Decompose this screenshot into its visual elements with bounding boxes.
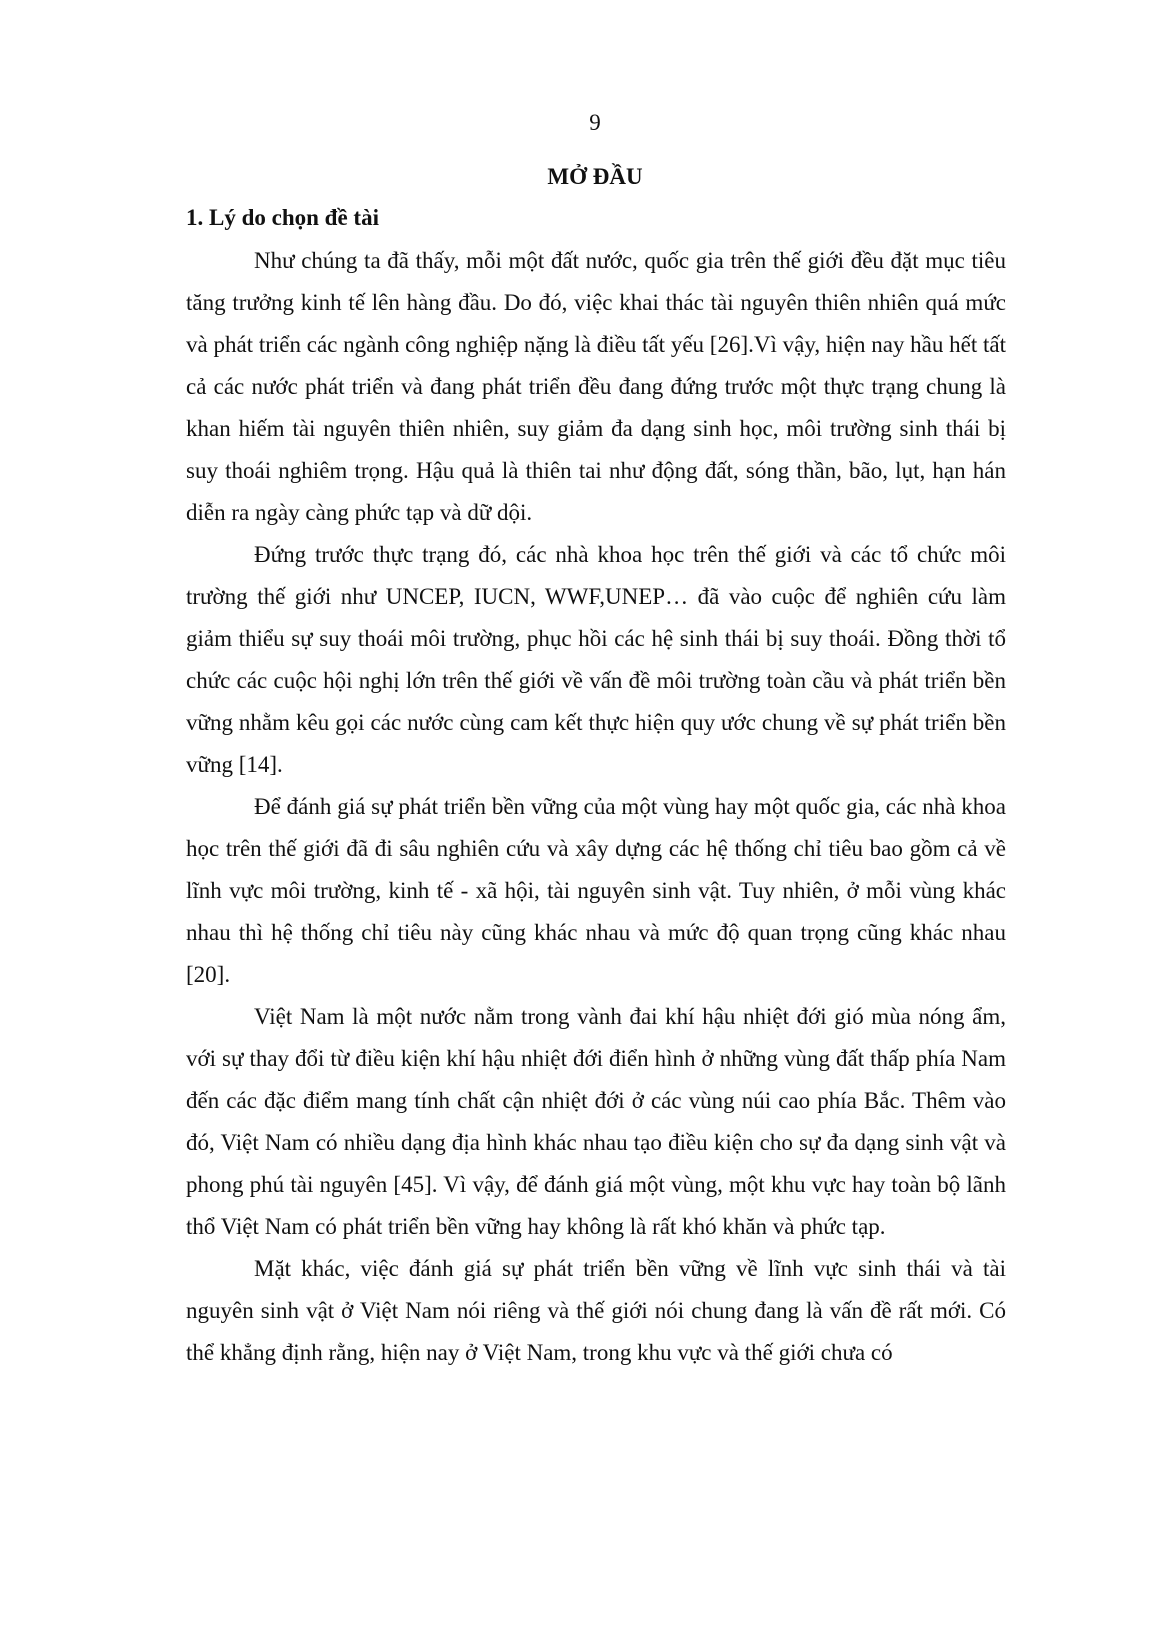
paragraph-2: Đứng trước thực trạng đó, các nhà khoa học trên thế giới và các tổ chức môi trường thế giới như UNCEP, IUCN, WWF,UNEP… đã vào cuộc để nghiên cứu làm giảm thiểu sự suy thoái môi trường, phục hồi các hệ sinh thái bị suy thoái. Đồng thời tổ chức các cuộc hội nghị lớn trên thế giới về vấn đề môi trường toàn cầu và phát triển bền vững nhằm kêu gọi các nước cùng cam kết thực hiện quy ước chung về sự phát triển bền vững [14]. bbox=[186, 542, 1006, 777]
chapter-title: MỞ ĐẦU bbox=[547, 164, 643, 189]
paragraph-4: Việt Nam là một nước nằm trong vành đai khí hậu nhiệt đới gió mùa nóng ẩm, với sự thay đổi từ điều kiện khí hậu nhiệt đới điển hình ở những vùng đất thấp phía Nam đến các đặc điểm mang tính chất cận nhiệt đới ở các vùng núi cao phía Bắc. Thêm vào đó, Việt Nam có nhiều dạng địa hình khác nhau tạo điều kiện cho sự đa dạng sinh vật và phong phú tài nguyên [45]. Vì vậy, để đánh giá một vùng, một khu vực hay toàn bộ lãnh thổ Việt Nam có phát triển bền vững hay không là rất khó khăn và phức tạp. bbox=[186, 1004, 1006, 1239]
body-text bbox=[186, 240, 1006, 1374]
page-number: 9 bbox=[589, 110, 601, 135]
paragraph-5: Mặt khác, việc đánh giá sự phát triển bền vững về lĩnh vực sinh thái và tài nguyên sinh vật ở Việt Nam nói riêng và thế giới nói chung đang là vấn đề rất mới. Có thể khẳng định rằng, hiện nay ở Việt Nam, trong khu vực và thế giới chưa có bbox=[186, 1256, 1006, 1365]
paragraph-1: Như chúng ta đã thấy, mỗi một đất nước, quốc gia trên thế giới đều đặt mục tiêu tăng trưởng kinh tế lên hàng đầu. Do đó, việc khai thác tài nguyên thiên nhiên quá mức và phát triển các ngành công nghiệp nặng là điều tất yếu [26].Vì vậy, hiện nay hầu hết tất cả các nước phát triển và đang phát triển đều đang đứng trước một thực trạng chung là khan hiếm tài nguyên thiên nhiên, suy giảm đa dạng sinh học, môi trường sinh thái bị suy thoái nghiêm trọng. Hậu quả là thiên tai như động đất, sóng thần, bão, lụt, hạn hán diễn ra ngày càng phức tạp và dữ dội. bbox=[186, 248, 1006, 525]
section-heading: 1. Lý do chọn đề tài bbox=[186, 205, 379, 230]
paragraph-3: Để đánh giá sự phát triển bền vững của một vùng hay một quốc gia, các nhà khoa học trên thế giới đã đi sâu nghiên cứu và xây dựng các hệ thống chỉ tiêu bao gồm cả về lĩnh vực môi trường, kinh tế - xã hội, tài nguyên sinh vật. Tuy nhiên, ở mỗi vùng khác nhau thì hệ thống chỉ tiêu này cũng khác nhau và mức độ quan trọng cũng khác nhau [20]. bbox=[186, 794, 1006, 987]
